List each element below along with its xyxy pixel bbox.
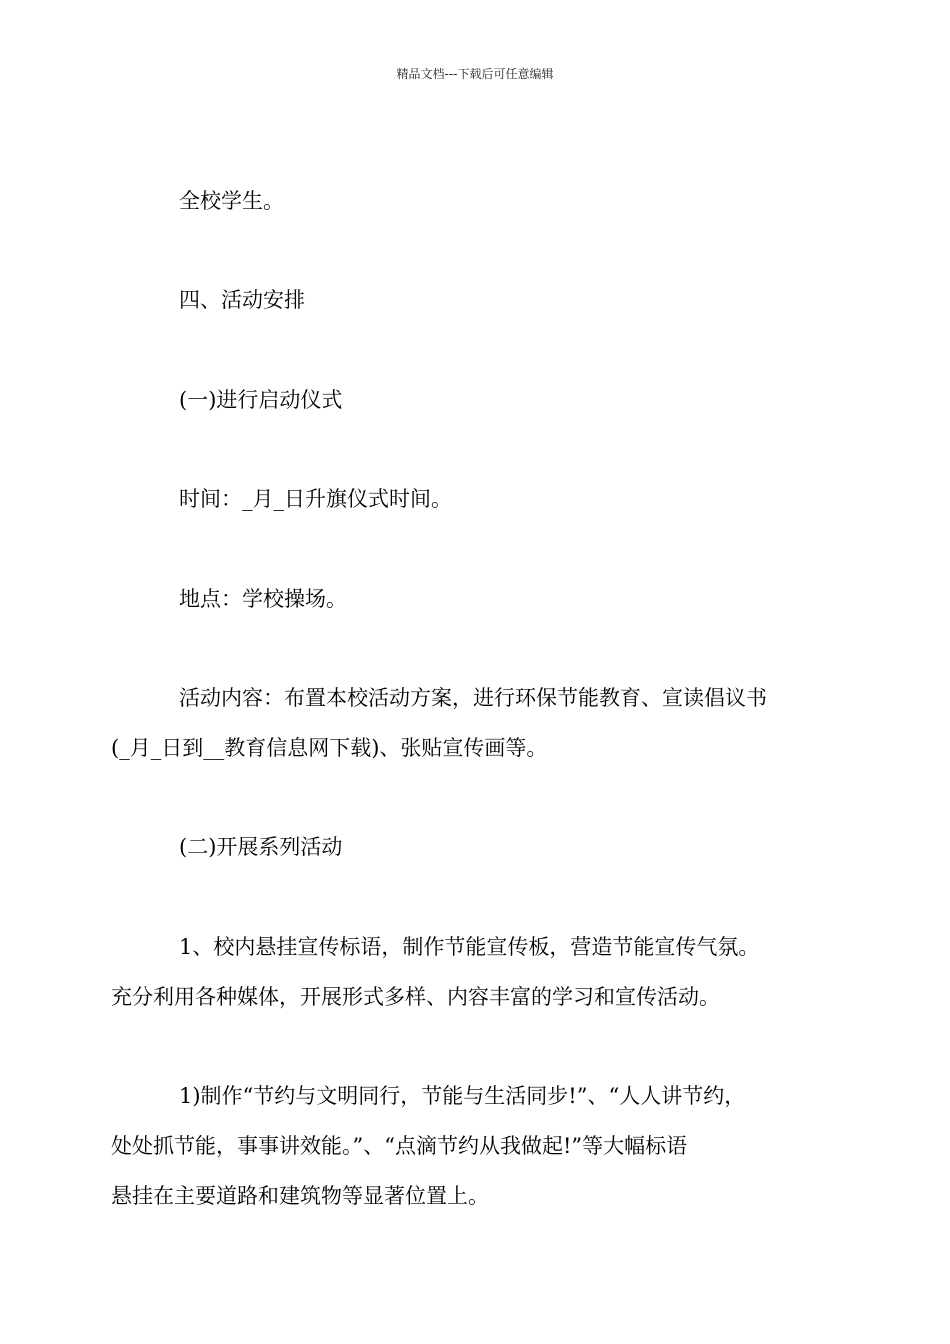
paragraph-time bbox=[145, 474, 835, 524]
text-line: 四、活动安排 bbox=[179, 288, 305, 312]
text-line: 时间：_月_日升旗仪式时间。 bbox=[179, 487, 452, 511]
section-heading-activity-arrangement bbox=[145, 275, 835, 325]
subsection-heading-launch-ceremony bbox=[145, 375, 835, 425]
page-header: 精品文档---下载后可任意编辑 bbox=[396, 67, 554, 81]
text-line: (一)进行启动仪式 bbox=[179, 388, 343, 412]
text-line: 1、校内悬挂宣传标语，制作节能宣传板，营造节能宣传气氛。 bbox=[179, 935, 760, 959]
paragraph-item-1-1 bbox=[111, 1071, 835, 1221]
paragraph-item-1 bbox=[111, 922, 835, 1022]
paragraph-activity-content bbox=[111, 673, 835, 773]
paragraph-scope bbox=[145, 176, 835, 226]
subsection-heading-series-activities bbox=[145, 822, 835, 872]
paragraph-location bbox=[145, 574, 835, 624]
text-line: 全校学生。 bbox=[179, 189, 284, 213]
text-line: 地点：学校操场。 bbox=[179, 587, 347, 611]
text-line: 1)制作“节约与文明同行，节能与生活同步!”、“人人讲节约， bbox=[179, 1084, 746, 1108]
text-line: 处处抓节能，事事讲效能。”、“点滴节约从我做起!”等大幅标语 bbox=[111, 1134, 688, 1158]
text-line: 悬挂在主要道路和建筑物等显著位置上。 bbox=[111, 1184, 489, 1208]
text-line: 充分利用各种媒体，开展形式多样、内容丰富的学习和宣传活动。 bbox=[111, 985, 720, 1009]
text-line: (二)开展系列活动 bbox=[179, 835, 343, 859]
text-line: (_月_日到__教育信息网下载)、张贴宣传画等。 bbox=[111, 736, 548, 760]
text-line: 活动内容：布置本校活动方案，进行环保节能教育、宣读倡议书 bbox=[179, 686, 767, 710]
